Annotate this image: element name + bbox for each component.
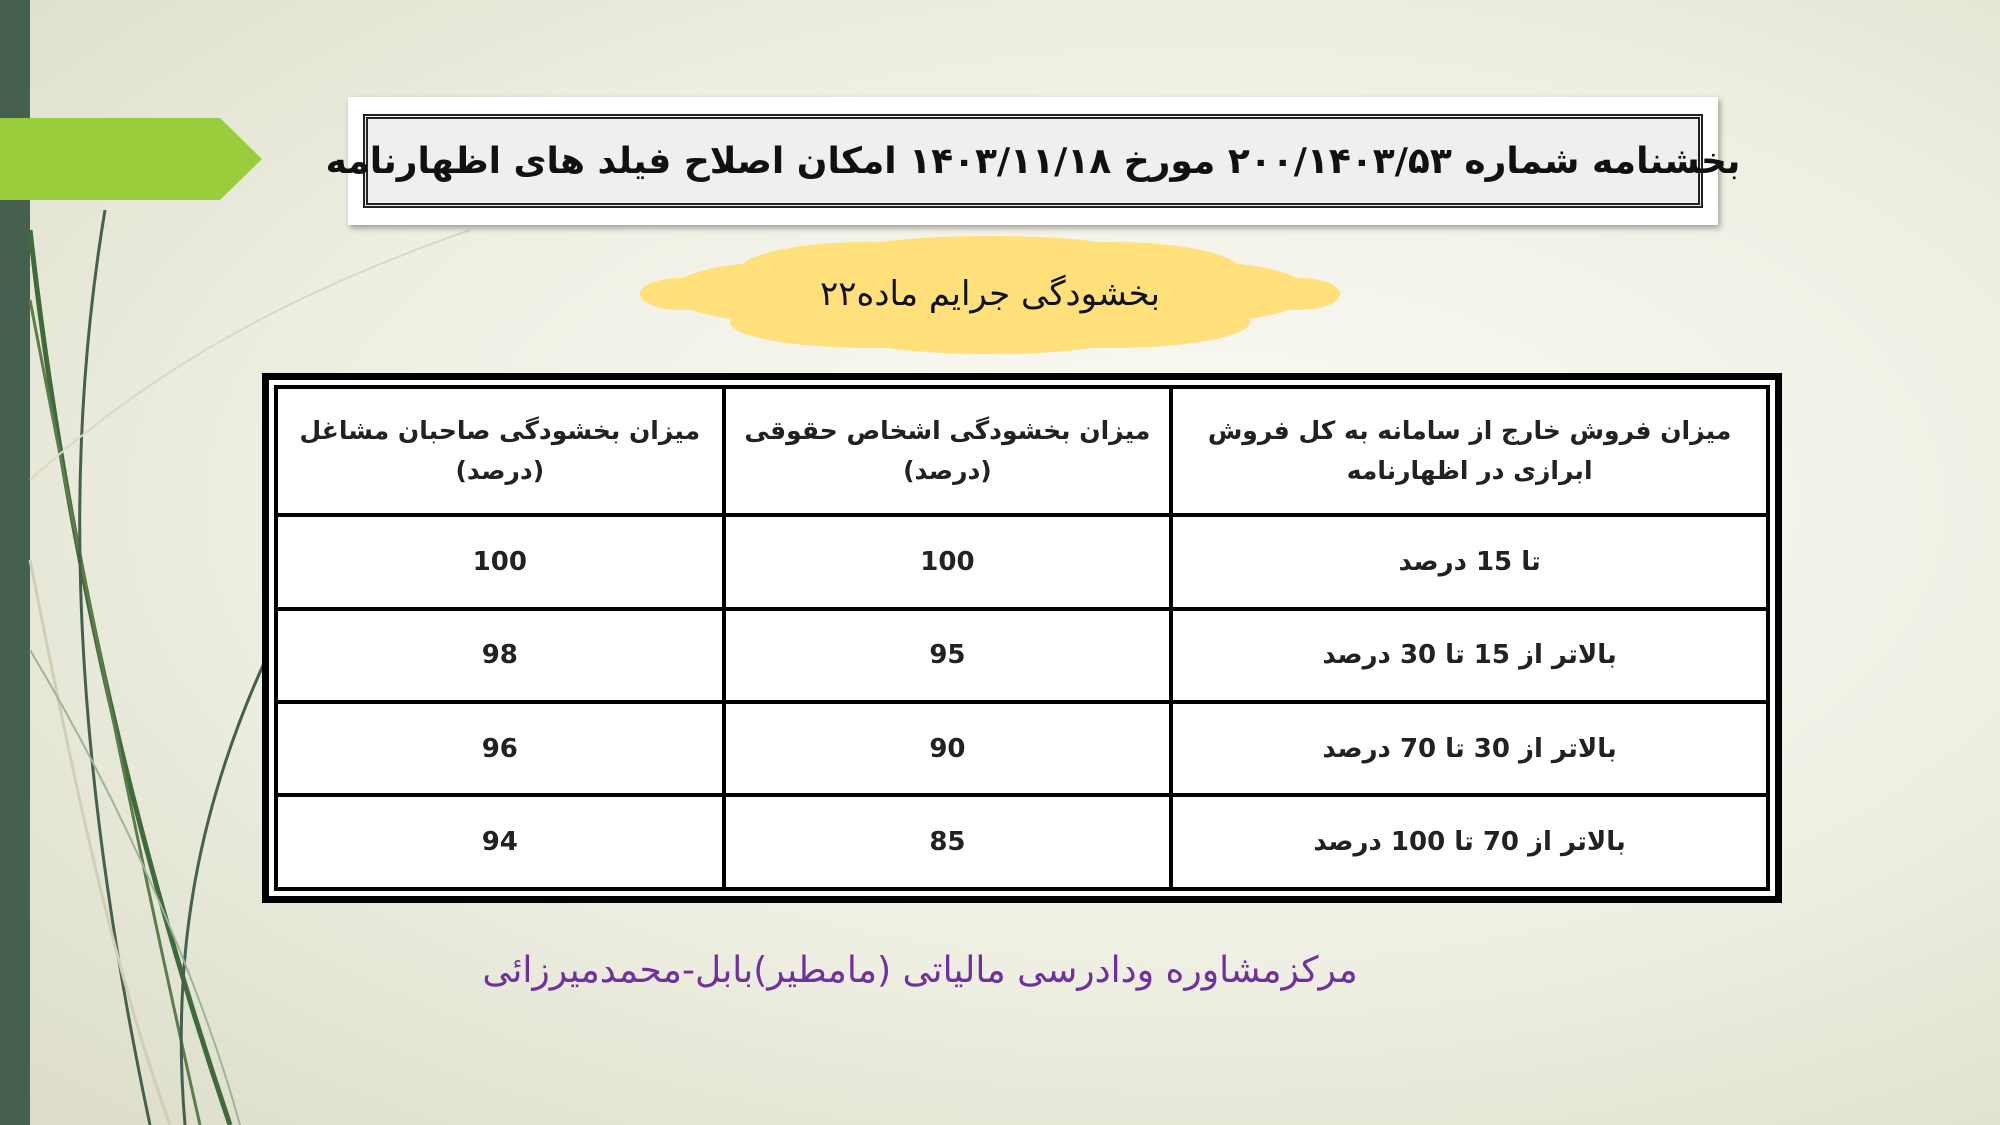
green-arrow-shape xyxy=(0,118,262,200)
table-frame-inner xyxy=(269,380,1775,896)
penalty-waiver-table xyxy=(274,385,1770,891)
table-row xyxy=(276,702,1768,795)
header-legal-entities: میزان بخشودگی اشخاص حقوقی (درصد) xyxy=(724,387,1172,515)
arrow-fill xyxy=(0,118,262,200)
title-box xyxy=(325,97,1741,225)
cloud-subtitle: بخشودگی جرایم ماده۲۲ xyxy=(820,274,1160,314)
cell-sales-ratio: بالاتر از 15 تا 30 درصد xyxy=(1171,609,1768,702)
footer-credit: مرکزمشاوره ودادرسی مالیاتی (مامطیر)بابل-محمدمیرزائی xyxy=(482,950,1358,991)
header-business-owners: میزان بخشودگی صاحبان مشاغل (درصد) xyxy=(276,387,724,515)
page-title: بخشنامه شماره ۲۰۰/۱۴۰۳/۵۳ مورخ ۱۴۰۳/۱۱/۱۸ امکان اصلاح فیلد های اظهارنامه xyxy=(325,140,1741,182)
table-row xyxy=(276,515,1768,608)
cell-business-owners: 100 xyxy=(276,515,724,608)
title-inner-frame xyxy=(325,114,1741,208)
table-frame xyxy=(262,373,1782,903)
cell-business-owners: 94 xyxy=(276,795,724,889)
cell-business-owners: 98 xyxy=(276,609,724,702)
header-sales-ratio: میزان فروش خارج از سامانه به کل فروش ابرازی در اظهارنامه xyxy=(1171,387,1768,515)
cell-legal-entities: 100 xyxy=(724,515,1172,608)
cell-legal-entities: 90 xyxy=(724,702,1172,795)
cell-sales-ratio: بالاتر از 30 تا 70 درصد xyxy=(1171,702,1768,795)
cell-sales-ratio: تا 15 درصد xyxy=(1171,515,1768,608)
table-row xyxy=(276,609,1768,702)
cell-legal-entities: 85 xyxy=(724,795,1172,889)
cell-legal-entities: 95 xyxy=(724,609,1172,702)
cell-sales-ratio: بالاتر از 70 تا 100 درصد xyxy=(1171,795,1768,889)
table-row xyxy=(276,795,1768,889)
cell-business-owners: 96 xyxy=(276,702,724,795)
table-header-row xyxy=(276,387,1768,515)
